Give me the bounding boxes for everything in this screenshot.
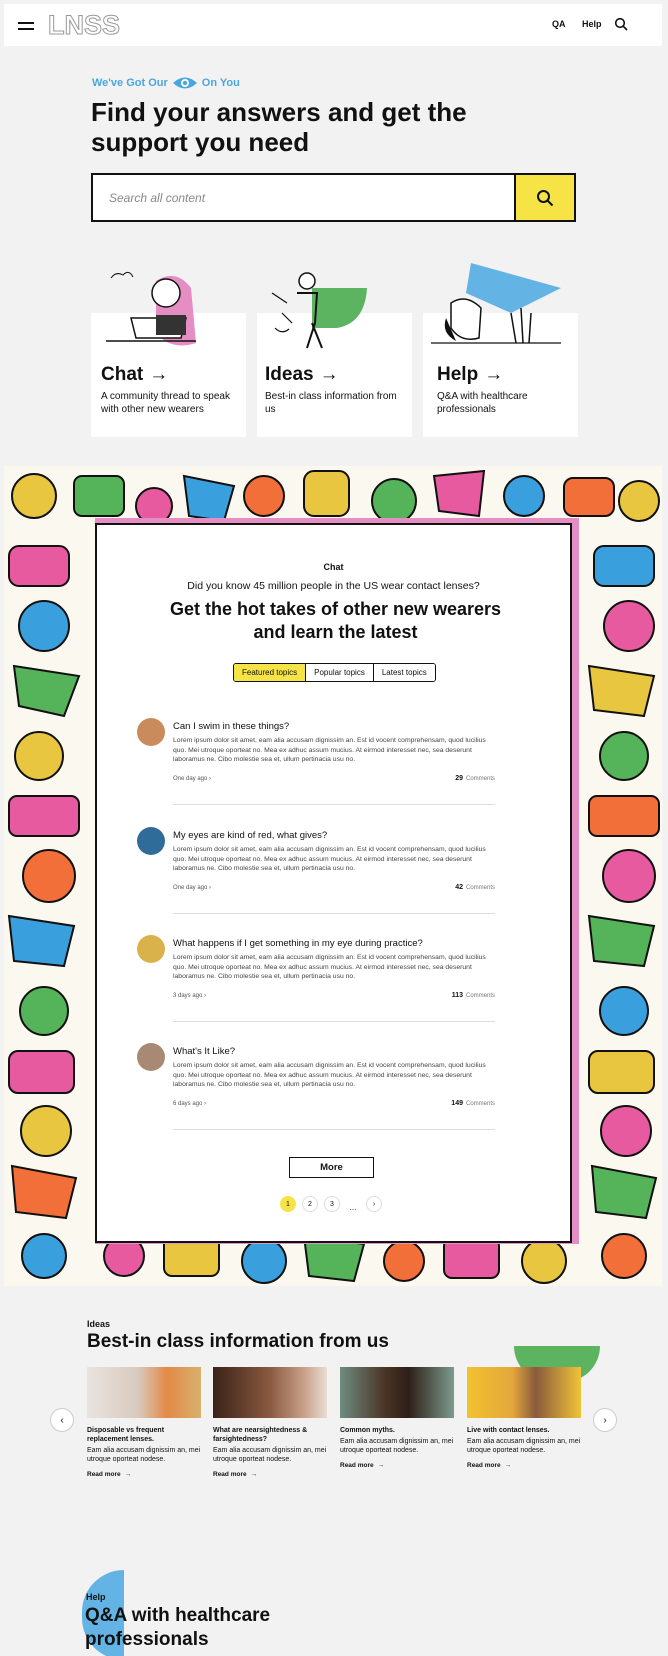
topic-comments[interactable]: [455, 775, 495, 782]
top-header: [4, 4, 662, 46]
ideas-title: Best-in class information from us: [87, 1331, 389, 1352]
comment-count: 29: [455, 775, 463, 782]
idea-title: Common myths.: [340, 1427, 395, 1434]
carousel-prev-button[interactable]: [50, 1408, 74, 1432]
read-more-label: Read more: [340, 1462, 374, 1469]
lnss-logo[interactable]: [48, 10, 130, 38]
divider: [173, 913, 495, 914]
topic-comments[interactable]: [455, 884, 495, 891]
divider: [173, 1129, 495, 1130]
idea-body: Eam alia accusam dignissim an, mei utroque oporteat nodese.: [87, 1447, 201, 1463]
idea-body: Eam alia accusam dignissim an, mei utroque oporteat nodese.: [213, 1447, 327, 1463]
help-eyebrow: Help: [86, 1592, 106, 1602]
topic-tabs: [233, 663, 436, 682]
help-title: Q&A with healthcare professionals: [85, 1605, 271, 1650]
next-page-button[interactable]: [366, 1196, 382, 1212]
idea-image: [467, 1367, 581, 1418]
tab-latest-topics[interactable]: Latest topics: [374, 664, 435, 681]
topic-item[interactable]: [137, 827, 495, 927]
comment-count: 42: [455, 884, 463, 891]
search-bar: [91, 173, 576, 222]
chevron-left-icon: ‹: [60, 1414, 64, 1426]
idea-image: [87, 1367, 201, 1418]
page-ellipsis: ...: [349, 1202, 357, 1212]
chevron-right-icon: ›: [204, 1101, 207, 1107]
nav-link-qa[interactable]: QA: [552, 19, 566, 29]
idea-title: Live with contact lenses.: [467, 1427, 550, 1434]
category-desc: Q&A with healthcare professionals: [437, 391, 528, 415]
chevron-right-icon: ›: [372, 1200, 376, 1208]
chevron-right-icon: ›: [204, 993, 207, 999]
divider: [173, 1021, 495, 1022]
page-button-3[interactable]: 3: [324, 1196, 340, 1212]
category-desc: Best-in class information from us: [265, 391, 397, 415]
topic-body: Lorem ipsum dolor sit amet, eam alia accusam dignissim an. Est id vocent comprehensam, quod lucilius quo. Mei utroque oporteat no. Mea ex adhuc assum mucius. At eirmod interesset nec, sea deserunt laboramus ne. Cibo molestie sea et, ullum pertinacia usu no.: [173, 846, 486, 872]
category-card-help[interactable]: [423, 313, 578, 437]
read-more-link[interactable]: [213, 1471, 327, 1478]
topic-time: [173, 1101, 206, 1107]
search-input[interactable]: [93, 175, 514, 220]
topic-comments[interactable]: [452, 992, 495, 999]
idea-body: Eam alia accusam dignissim an, mei utroque oporteat nodese.: [340, 1438, 454, 1454]
idea-card[interactable]: [467, 1367, 581, 1487]
arrow-right-icon: →: [250, 1471, 258, 1478]
read-more-label: Read more: [213, 1471, 247, 1478]
topic-title[interactable]: What happens if I get something in my eye during practice?: [173, 938, 423, 949]
topic-time-text: One day ago: [173, 776, 208, 782]
comment-count: 113: [451, 992, 463, 999]
pagination: [280, 1196, 382, 1212]
search-icon[interactable]: [614, 17, 628, 31]
avatar: [137, 1043, 165, 1071]
category-card-ideas[interactable]: [257, 313, 412, 437]
ideas-eyebrow: Ideas: [87, 1319, 111, 1329]
avatar: [137, 935, 165, 963]
topic-title[interactable]: What's It Like?: [173, 1046, 236, 1057]
search-button[interactable]: [514, 175, 574, 220]
topic-body: Lorem ipsum dolor sit amet, eam alia accusam dignissim an. Est id vocent comprehensam, quod lucilius quo. Mei utroque oporteat no. Mea ex adhuc assum mucius. At eirmod interesset nec, sea deserunt laboramus ne. Cibo molestie sea et, ullum pertinacia usu no.: [173, 737, 486, 763]
comment-label: Comments: [465, 776, 495, 782]
category-title-chat: [101, 364, 168, 386]
read-more-link[interactable]: [467, 1462, 581, 1469]
chat-eyebrow: Chat: [323, 562, 344, 572]
topic-item[interactable]: [137, 1043, 495, 1143]
topic-time: [173, 993, 206, 999]
avatar: [137, 827, 165, 855]
topic-title[interactable]: My eyes are kind of red, what gives?: [173, 830, 328, 841]
idea-card[interactable]: [213, 1367, 327, 1487]
svg-text:LNSS: LNSS: [48, 10, 121, 38]
topic-time-text: 6 days ago: [173, 1101, 203, 1107]
idea-image: [340, 1367, 454, 1418]
topic-time: [173, 885, 211, 891]
page-button-2[interactable]: 2: [302, 1196, 318, 1212]
topic-time-text: 3 days ago: [173, 993, 203, 999]
chat-title: Get the hot takes of other new wearers and learn the latest: [169, 599, 502, 642]
category-card-chat[interactable]: [91, 313, 246, 437]
arrow-right-icon: →: [124, 1471, 132, 1478]
chat-panel: [95, 523, 572, 1243]
comment-label: Comments: [465, 1101, 495, 1107]
page-button-1[interactable]: 1: [280, 1196, 296, 1212]
idea-body: Eam alia accusam dignissim an, mei utroque oporteat nodese.: [467, 1438, 581, 1454]
topic-item[interactable]: [137, 718, 495, 818]
category-title-help: [437, 364, 503, 386]
eyebrow-text-pre: We've Got Our: [92, 77, 168, 89]
topic-time-text: One day ago: [173, 885, 208, 891]
chevron-right-icon: ›: [209, 885, 212, 891]
divider: [173, 804, 495, 805]
hero-title: Find your answers and get the support you need: [91, 97, 467, 157]
more-button[interactable]: More: [289, 1157, 374, 1178]
read-more-label: Read more: [87, 1471, 121, 1478]
category-title-ideas: [265, 364, 339, 386]
chevron-right-icon: ›: [603, 1414, 607, 1426]
topic-comments[interactable]: [451, 1100, 495, 1107]
arrow-right-icon: →: [377, 1462, 385, 1469]
carousel-next-button[interactable]: [593, 1408, 617, 1432]
tab-featured-topics[interactable]: Featured topics: [234, 664, 306, 681]
read-more-link[interactable]: [87, 1471, 201, 1478]
search-icon: [536, 189, 554, 207]
comment-count: 149: [451, 1100, 463, 1107]
arrow-right-icon: →: [504, 1462, 512, 1469]
topic-item[interactable]: [137, 935, 495, 1035]
idea-title: What are nearsightedness & farsightedness?: [213, 1427, 308, 1443]
arrow-right-icon: →: [319, 364, 339, 385]
help-illustration-icon: [431, 263, 561, 353]
idea-card[interactable]: [87, 1367, 201, 1487]
category-desc: A community thread to speak with other new wearers: [101, 391, 230, 415]
comment-label: Comments: [465, 993, 495, 999]
arrow-right-icon: →: [484, 364, 504, 385]
read-more-link[interactable]: [340, 1462, 454, 1469]
category-label: Help: [437, 364, 479, 385]
topic-body: Lorem ipsum dolor sit amet, eam alia accusam dignissim an. Est id vocent comprehensam, quod lucilius quo. Mei utroque oporteat no. Mea ex adhuc assum mucius. At eirmod interesset nec, sea deserunt laboramus ne. Cibo molestie sea et, ullum pertinacia usu no.: [173, 1062, 486, 1088]
tab-popular-topics[interactable]: Popular topics: [306, 664, 374, 681]
chat-subtitle: Did you know 45 million people in the US wear contact lenses?: [187, 580, 480, 592]
category-label: Chat: [101, 364, 144, 385]
idea-image: [213, 1367, 327, 1418]
hamburger-menu-icon[interactable]: [18, 22, 34, 32]
chevron-right-icon: ›: [209, 776, 212, 782]
arrow-right-icon: →: [149, 364, 169, 385]
comment-label: Comments: [465, 885, 495, 891]
topic-body: Lorem ipsum dolor sit amet, eam alia accusam dignissim an. Est id vocent comprehensam, quod lucilius quo. Mei utroque oporteat no. Mea ex adhuc assum mucius. At eirmod interesset nec, sea deserunt laboramus ne. Cibo molestie sea et, ullum pertinacia usu no.: [173, 954, 486, 980]
idea-card[interactable]: [340, 1367, 454, 1487]
read-more-label: Read more: [467, 1462, 501, 1469]
hero-eyebrow: [92, 76, 240, 90]
category-label: Ideas: [265, 364, 314, 385]
topic-title[interactable]: Can I swim in these things?: [173, 721, 290, 732]
eye-icon: [172, 76, 198, 90]
idea-title: Disposable vs frequent replacement lenses.: [87, 1427, 165, 1443]
topic-time: [173, 776, 211, 782]
nav-link-help[interactable]: Help: [582, 19, 602, 29]
eyebrow-text-post: On You: [201, 77, 240, 89]
avatar: [137, 718, 165, 746]
ideas-illustration-icon: [267, 263, 367, 353]
chat-illustration-icon: [101, 263, 201, 353]
